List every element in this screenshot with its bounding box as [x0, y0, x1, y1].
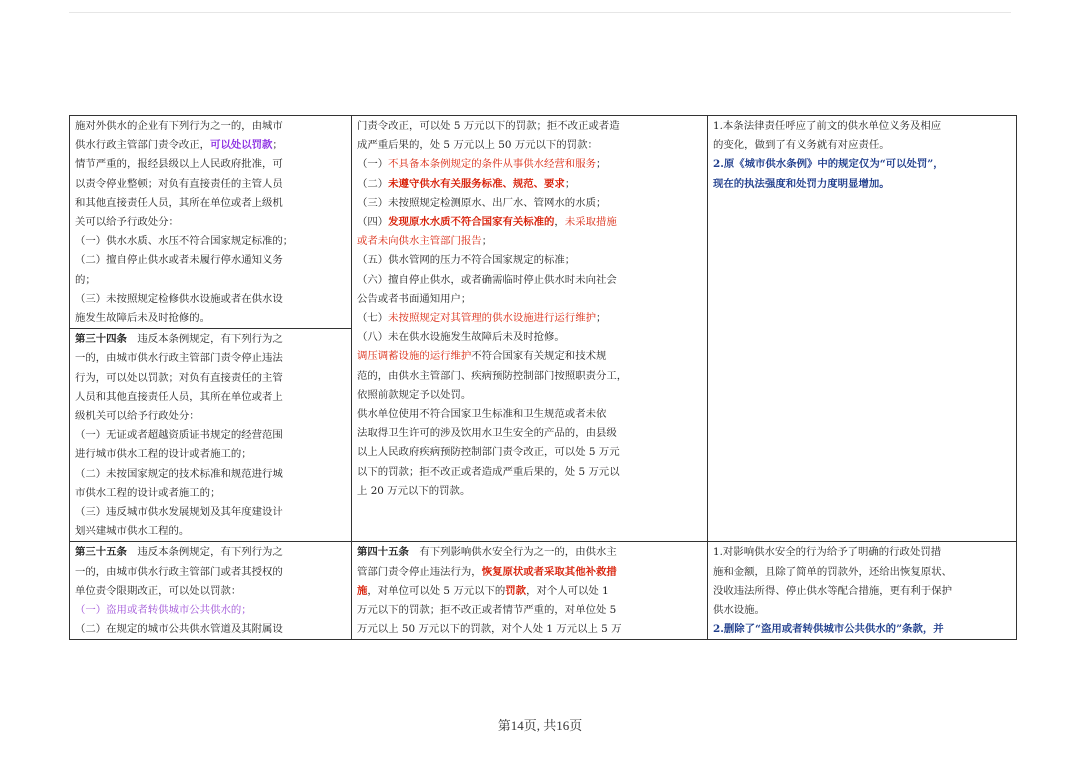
text-run: 1.对影响供水安全的行为给予了明确的行政处罚措	[713, 546, 942, 559]
text-run: 以责令停业整顿；对负有直接责任的主管人员	[75, 177, 283, 190]
text-run: 不符合国家有关规定和技术规	[471, 350, 607, 363]
text-run: 万元以上 50 万元以下的罚款，对个人处 1 万元以上 5 万	[357, 623, 622, 636]
text-line	[75, 445, 347, 464]
text-run: 万元以下的罚款；拒不改正或者情节严重的，对单位处 5	[357, 604, 617, 617]
text-line	[75, 465, 347, 484]
text-run: 不具备本条例规定的条件从事供水经营和服务	[388, 158, 596, 171]
text-run: 划兴建城市供水工程的。	[75, 525, 190, 538]
text-line	[713, 543, 1012, 562]
text-line	[357, 582, 703, 601]
text-run: ；	[595, 158, 607, 171]
commentary-cell	[708, 116, 1017, 542]
text-run: 施和金额，且除了简单的罚款外，还给出恢复原状、	[713, 565, 952, 578]
table-row	[70, 116, 1017, 329]
text-line	[75, 194, 347, 213]
text-run: （一）盗用或者转供城市公共供水的；	[75, 604, 252, 617]
text-line	[75, 601, 347, 620]
text-run: 未遵守供水有关服务标准、规范、要求	[388, 177, 565, 190]
text-line	[357, 563, 703, 582]
text-run: ，	[554, 216, 565, 229]
text-line	[75, 213, 347, 232]
text-run: ，对个人可以处 1	[526, 584, 609, 597]
text-run: （三）违反城市供水发展规划及其年度建设计	[75, 506, 283, 519]
text-run: （五）供水管网的压力不符合国家规定的标准；	[357, 254, 576, 267]
text-run: 法取得卫生许可的涉及饮用水卫生安全的产品的，由县级	[357, 427, 617, 440]
text-run: ；	[481, 235, 493, 248]
text-run: 第三十四条	[75, 333, 127, 346]
text-line	[357, 601, 703, 620]
text-line	[713, 155, 1012, 174]
text-run: 以下的罚款；拒不改正或者造成严重后果的，处 5 万元以	[357, 465, 620, 478]
text-run: 有下列影响供水安全行为之一的，由供水主	[408, 546, 617, 559]
text-run: 2.删除了“盗用或者转供城市公共供水的”条款，并	[713, 623, 944, 636]
text-run: 发现原水水质不符合国家有关标准的	[388, 216, 555, 229]
text-run: 公告或者书面通知用户；	[357, 292, 472, 305]
text-run: ；	[564, 177, 576, 190]
text-run: （七）	[357, 312, 389, 325]
text-line	[357, 117, 703, 136]
new-regulation-cell	[352, 116, 708, 542]
text-run: 依照前款规定予以处罚。	[357, 388, 472, 401]
text-line	[75, 309, 347, 328]
text-line	[357, 175, 703, 194]
text-line	[357, 213, 703, 232]
page-number: 第14页, 共16页	[497, 718, 583, 733]
text-run: 市供水工程的设计或者施工的；	[75, 486, 221, 499]
text-line	[357, 620, 703, 639]
text-run: （六）擅自停止供水，或者确需临时停止供水时未向社会	[357, 273, 617, 286]
text-run: 1.本条法律责任呼应了前文的供水单位义务及相应	[713, 120, 942, 132]
text-line	[357, 463, 703, 482]
text-line	[75, 271, 347, 290]
text-line	[75, 232, 347, 251]
text-line	[75, 388, 347, 407]
text-run: 违反本条例规定，有下列行为之	[126, 546, 283, 559]
old-regulation-cell	[70, 329, 352, 542]
text-run: （三）未按照规定检修供水设施或者在供水设	[75, 292, 283, 305]
text-run: 未按照规定对其管理的供水设施进行运行维护	[388, 312, 596, 325]
text-line	[713, 563, 1012, 582]
text-line	[75, 117, 347, 136]
text-run: 第四十五条	[357, 546, 409, 559]
text-run: 调压调蓄设施的运行维护	[357, 350, 472, 363]
text-run: ，对单位可以处 5 万元以下的	[367, 584, 506, 597]
text-line	[357, 271, 703, 290]
text-line	[357, 386, 703, 405]
text-run: 没收违法所得、停止供水等配合措施，更有利于保护	[713, 584, 952, 597]
text-run: 和其他直接责任人员，其所在单位或者上级机	[75, 196, 283, 209]
text-line	[357, 405, 703, 424]
text-run: 2.原《城市供水条例》中的规定仅为“可以处罚”，	[713, 158, 944, 171]
text-line	[357, 543, 703, 562]
text-line	[357, 290, 703, 309]
text-line	[713, 620, 1012, 639]
text-run: （一）无证或者超越资质证书规定的经营范围	[75, 429, 283, 442]
new-regulation-cell	[352, 542, 708, 640]
text-run: （二）	[357, 177, 389, 190]
text-run: 供水设施。	[713, 604, 765, 617]
text-run: 恢复原状或者采取其他补救措	[481, 565, 617, 578]
text-run: 管部门责令停止违法行为，	[357, 565, 482, 578]
text-run: 供水行政主管部门责令改正，	[75, 139, 211, 152]
text-line	[75, 349, 347, 368]
text-line	[75, 620, 347, 639]
text-line	[713, 136, 1012, 155]
text-run: （二）未按国家规定的技术标准和规范进行城	[75, 467, 283, 480]
text-line	[75, 426, 347, 445]
text-run: 可以处以罚款	[210, 139, 273, 152]
text-run: （八）未在供水设施发生故障后未及时抢修。	[357, 331, 565, 344]
text-line	[75, 543, 347, 562]
text-line	[357, 251, 703, 270]
text-line	[357, 347, 703, 366]
text-run: 施	[357, 584, 368, 597]
table-row	[70, 542, 1017, 640]
text-line	[357, 443, 703, 462]
text-line	[75, 369, 347, 388]
text-line	[357, 232, 703, 251]
text-line	[75, 503, 347, 522]
text-run: 未采取措施	[564, 216, 617, 229]
text-run: 进行城市供水工程的设计或者施工的；	[75, 448, 252, 461]
text-line	[713, 601, 1012, 620]
page-top-rule	[69, 12, 1011, 13]
text-line	[357, 367, 703, 386]
text-line	[75, 175, 347, 194]
text-run: 情节严重的，报经县级以上人民政府批准，可	[75, 158, 283, 171]
text-run: 第三十五条	[75, 546, 127, 559]
text-run: 的变化，做到了有义务就有对应责任。	[713, 139, 890, 152]
text-run: （三）未按照规定检测原水、出厂水、管网水的水质；	[357, 196, 607, 209]
old-regulation-cell	[70, 542, 352, 640]
text-line	[357, 136, 703, 155]
text-line	[75, 522, 347, 541]
text-run: 现在的执法强度和处罚力度明显增加。	[713, 177, 890, 190]
text-run: ；	[272, 139, 283, 152]
text-run: 上 20 万元以下的罚款。	[357, 484, 471, 497]
text-line	[75, 251, 347, 270]
text-line	[357, 194, 703, 213]
text-run: 行为，可以处以罚款；对负有直接责任的主管	[75, 371, 283, 384]
text-line	[357, 328, 703, 347]
text-run: 施对外供水的企业有下列行为之一的，由城市	[75, 120, 283, 132]
text-run: （一）供水水质、水压不符合国家规定标准的；	[75, 235, 294, 248]
old-regulation-cell	[70, 116, 352, 329]
text-run: （四）	[357, 216, 389, 229]
text-run: 或者未向供水主管部门报告	[357, 235, 482, 248]
text-line	[75, 136, 347, 155]
text-run: 单位责令限期改正，可以处以罚款：	[75, 584, 242, 597]
text-run: 供水单位使用不符合国家卫生标准和卫生规范或者未依	[357, 408, 607, 421]
text-line	[75, 582, 347, 601]
text-line	[357, 155, 703, 174]
text-run: 门责令改正，可以处 5 万元以下的罚款；拒不改正或者造	[357, 120, 620, 132]
text-line	[713, 175, 1012, 194]
text-run: （二）在规定的城市公共供水管道及其附属设	[75, 623, 283, 636]
text-run: 级机关可以给予行政处分：	[75, 410, 200, 423]
text-line	[357, 482, 703, 501]
text-run: 范的，由供水主管部门、疾病预防控制部门按照职责分工，	[357, 369, 628, 382]
text-line	[713, 582, 1012, 601]
text-run: 人员和其他直接责任人员，其所在单位或者上	[75, 390, 283, 403]
text-run: 一的，由城市供水行政主管部门或者其授权的	[75, 565, 283, 578]
text-line	[75, 484, 347, 503]
text-run: 以上人民政府疾病预防控制部门责令改正，可以处 5 万元	[357, 446, 620, 459]
text-line	[713, 117, 1012, 136]
text-run: 成严重后果的，处 5 万元以上 50 万元以下的罚款：	[357, 139, 598, 152]
text-run: （一）	[357, 158, 389, 171]
comparison-table	[69, 115, 1017, 640]
text-run: ；	[595, 312, 607, 325]
text-line	[357, 424, 703, 443]
text-run: 一的，由城市供水行政主管部门责令停止违法	[75, 352, 283, 365]
text-run: 罚款	[505, 584, 527, 597]
text-line	[75, 290, 347, 309]
text-run: 违反本条例规定，有下列行为之	[126, 333, 283, 346]
text-line	[75, 563, 347, 582]
text-line	[357, 309, 703, 328]
text-run: 的；	[75, 273, 96, 286]
text-run: （二）擅自停止供水或者未履行停水通知义务	[75, 254, 283, 267]
commentary-cell	[708, 542, 1017, 640]
text-run: 施发生故障后未及时抢修的。	[75, 312, 211, 325]
text-run: 关可以给予行政处分：	[75, 216, 179, 229]
text-line	[75, 155, 347, 174]
text-line	[75, 407, 347, 426]
text-line	[75, 330, 347, 349]
